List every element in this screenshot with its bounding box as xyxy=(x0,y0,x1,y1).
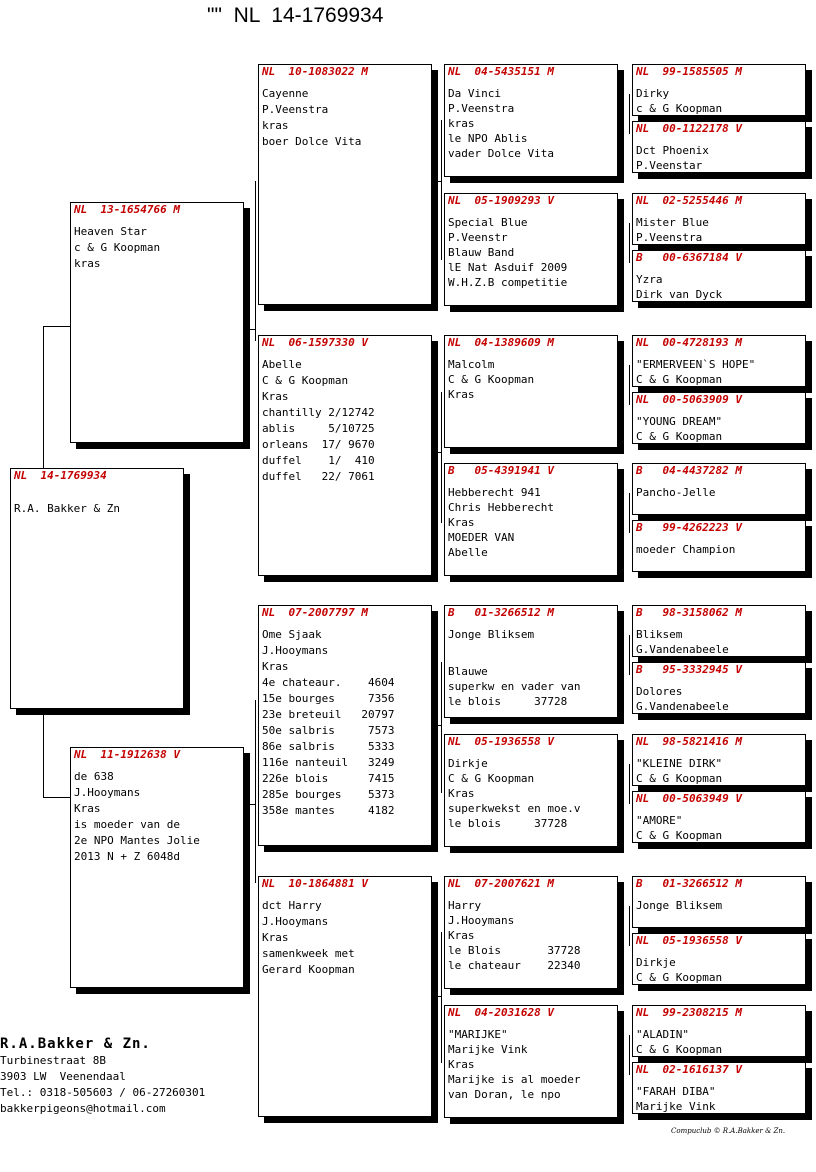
bird-details xyxy=(636,272,722,302)
connector-line xyxy=(43,326,44,468)
detail-line: 23e breteuil 20797 xyxy=(262,708,395,721)
detail-line: Blauw Band xyxy=(448,246,515,259)
great-great-grandparent-box xyxy=(632,193,806,245)
connector-line xyxy=(629,365,630,405)
great-great-grandparent-box xyxy=(632,520,806,572)
page-title: "" NL 14-1769934 xyxy=(207,4,384,27)
detail-line: "AMORE" xyxy=(636,814,683,827)
great-grandparent-box xyxy=(444,335,618,448)
bird-details xyxy=(636,756,722,786)
detail-line: duffel 1/ 410 xyxy=(262,454,375,467)
detail-line: Kras xyxy=(262,931,289,944)
bird-details xyxy=(448,215,567,290)
subject-box xyxy=(10,468,184,709)
bird-details xyxy=(636,86,722,116)
detail-line: W.H.Z.B competitie xyxy=(448,276,568,289)
detail-line: Dirk van Dyck xyxy=(636,288,723,301)
ring-number: NL 99-1585505 M xyxy=(636,65,742,78)
bird-details xyxy=(448,86,554,161)
ring-number: NL 07-2007621 M xyxy=(448,877,554,890)
connector-line xyxy=(629,1035,630,1075)
great-grandparent-box xyxy=(444,1005,618,1118)
ring-number: NL 05-1936558 V xyxy=(636,934,742,947)
owner-email: bakkerpigeons@hotmail.com xyxy=(0,1102,166,1115)
bird-details xyxy=(262,898,355,978)
ring-number: B 99-4262223 V xyxy=(636,521,742,534)
detail-line: Pancho-Jelle xyxy=(636,486,716,499)
great-grandparent-box xyxy=(444,734,618,847)
detail-line: "MARIJKE" xyxy=(448,1028,508,1041)
detail-line xyxy=(448,642,580,653)
detail-line: C & G Koopman xyxy=(636,373,723,386)
bird-details xyxy=(448,485,554,560)
detail-line: Abelle xyxy=(262,358,302,371)
detail-line: "YOUNG DREAM" xyxy=(636,415,723,428)
detail-line: C & G Koopman xyxy=(636,829,723,842)
bird-details xyxy=(636,485,715,511)
connector-line xyxy=(629,223,630,263)
detail-line: Kras xyxy=(262,660,289,673)
detail-line: duffel 22/ 7061 xyxy=(262,470,375,483)
detail-line: 358e mantes 4182 xyxy=(262,804,395,817)
bird-details xyxy=(636,414,722,444)
detail-line: P.Veenstra xyxy=(636,231,703,244)
detail-line: chantilly 2/12742 xyxy=(262,406,375,419)
ring-number: NL 98-5821416 M xyxy=(636,735,742,748)
great-great-grandparent-box xyxy=(632,933,806,985)
ring-number: NL 06-1597330 V xyxy=(262,336,368,349)
detail-line: Cayenne xyxy=(262,87,309,100)
grandparent-box xyxy=(258,876,432,1117)
detail-line: Dct Phoenix xyxy=(636,144,709,157)
detail-line: is moeder van de xyxy=(74,818,180,831)
great-great-grandparent-box xyxy=(632,335,806,387)
detail-line: Dirky xyxy=(636,87,670,100)
ring-number: NL 14-1769934 xyxy=(14,469,107,482)
ring-number: NL 00-5063909 V xyxy=(636,393,742,406)
great-grandparent-box xyxy=(444,64,618,177)
great-great-grandparent-box xyxy=(632,463,806,515)
great-great-grandparent-box xyxy=(632,734,806,786)
bird-details xyxy=(262,627,394,819)
ring-number: NL 00-5063949 V xyxy=(636,792,742,805)
detail-line: orleans 17/ 9670 xyxy=(262,438,375,451)
great-great-grandparent-box xyxy=(632,121,806,173)
detail-line: de 638 xyxy=(74,770,114,783)
connector-line xyxy=(43,712,44,798)
ring-number: NL 04-1389609 M xyxy=(448,336,554,349)
detail-line: Ome Sjaak xyxy=(262,628,322,641)
bird-details xyxy=(636,627,729,657)
ring-number: NL 99-2308215 M xyxy=(636,1006,742,1019)
detail-line: 116e nanteuil 3249 xyxy=(262,756,395,769)
detail-line: Kras xyxy=(448,516,475,529)
grandparent-box xyxy=(258,335,432,576)
detail-line: J.Hooymans xyxy=(262,644,329,657)
detail-line: 285e bourges 5373 xyxy=(262,788,395,801)
great-great-grandparent-box xyxy=(632,392,806,444)
connector-line xyxy=(432,181,442,182)
bird-details xyxy=(636,143,709,173)
great-great-grandparent-box xyxy=(632,662,806,714)
detail-line: Special Blue xyxy=(448,216,528,229)
detail-line: MOEDER VAN xyxy=(448,531,515,544)
ring-number: NL 02-5255446 M xyxy=(636,194,742,207)
detail-line: superkw en vader van xyxy=(448,680,581,693)
detail-line: le blois 37728 xyxy=(448,695,568,708)
bird-details xyxy=(448,627,580,709)
bird-details xyxy=(636,357,755,387)
detail-line: Kras xyxy=(74,802,101,815)
detail-line: Harry xyxy=(448,899,482,912)
detail-line: J.Hooymans xyxy=(448,914,515,927)
bird-details xyxy=(636,215,709,245)
ring-number: NL 10-1864881 V xyxy=(262,877,368,890)
detail-line: van Doran, le npo xyxy=(448,1088,561,1101)
ring-number: NL 02-1616137 V xyxy=(636,1063,742,1076)
detail-line: "FARAH DIBA" xyxy=(636,1085,716,1098)
detail-line: J.Hooymans xyxy=(74,786,141,799)
bird-details xyxy=(636,813,722,843)
detail-line: Bliksem xyxy=(636,628,683,641)
great-great-grandparent-box xyxy=(632,605,806,657)
great-great-grandparent-box xyxy=(632,250,806,302)
detail-line: Marijke is al moeder xyxy=(448,1073,581,1086)
detail-line: P.Veenstr xyxy=(448,231,508,244)
owner-name: R.A.Bakker & Zn. xyxy=(0,1036,151,1052)
detail-line: "KLEINE DIRK" xyxy=(636,757,723,770)
detail-line: G.Vandenabeele xyxy=(636,643,729,656)
detail-line: Da Vinci xyxy=(448,87,501,100)
connector-line xyxy=(629,493,630,533)
detail-line xyxy=(636,500,715,511)
detail-line: Blauwe xyxy=(448,665,488,678)
detail-line: kras xyxy=(74,257,101,270)
detail-line: le chateaur 22340 xyxy=(448,959,581,972)
ring-number: NL 05-1909293 V xyxy=(448,194,554,207)
detail-line: Abelle xyxy=(448,546,488,559)
ring-number: NL 07-2007797 M xyxy=(262,606,368,619)
bird-details xyxy=(74,224,160,272)
grandparent-box xyxy=(258,605,432,846)
detail-line: le Blois 37728 xyxy=(448,944,581,957)
ring-number: B 04-4437282 M xyxy=(636,464,742,477)
detail-line: J.Hooymans xyxy=(262,915,329,928)
bird-details xyxy=(448,898,580,973)
bird-details xyxy=(14,490,120,517)
connector-line xyxy=(255,700,256,883)
detail-line: "ERMERVEEN`S HOPE" xyxy=(636,358,756,371)
detail-line: Yzra xyxy=(636,273,663,286)
great-grandparent-box xyxy=(444,193,618,306)
connector-line xyxy=(43,326,70,327)
detail-line: C & G Koopman xyxy=(448,772,535,785)
detail-line: vader Dolce Vita xyxy=(448,147,554,160)
detail-line: Kras xyxy=(448,787,475,800)
detail-line: P.Veenstar xyxy=(636,159,703,172)
connector-line xyxy=(441,120,442,260)
connector-line xyxy=(432,996,442,997)
ring-number: NL 10-1083022 M xyxy=(262,65,368,78)
detail-line: 15e bourges 7356 xyxy=(262,692,395,705)
ring-number: B 95-3332945 V xyxy=(636,663,742,676)
connector-line xyxy=(629,635,630,675)
owner-postcode-city: 3903 LW Veenendaal xyxy=(0,1070,126,1083)
detail-line: Gerard Koopman xyxy=(262,963,355,976)
connector-line xyxy=(432,452,442,453)
detail-line: c & G Koopman xyxy=(636,102,723,115)
ring-number: B 01-3266512 M xyxy=(448,606,554,619)
detail-line: Jonge Bliksem xyxy=(636,899,723,912)
detail-line: le blois 37728 xyxy=(448,817,568,830)
detail-line: dct Harry xyxy=(262,899,322,912)
detail-line: R.A. Bakker & Zn xyxy=(14,502,120,515)
detail-line: 50e salbris 7573 xyxy=(262,724,395,737)
owner-address: Turbinestraat 8B xyxy=(0,1054,106,1067)
detail-line xyxy=(636,557,735,568)
detail-line: Dolores xyxy=(636,685,683,698)
bird-details xyxy=(262,86,361,150)
sire-box xyxy=(70,202,244,443)
bird-details xyxy=(636,1027,722,1057)
great-great-grandparent-box xyxy=(632,876,806,928)
connector-line xyxy=(441,392,442,523)
dam-box xyxy=(70,747,244,988)
detail-line xyxy=(636,913,722,924)
detail-line: Hebberecht 941 xyxy=(448,486,541,499)
owner-phone: Tel.: 0318-505603 / 06-27260301 xyxy=(0,1086,206,1099)
detail-line: boer Dolce Vita xyxy=(262,135,362,148)
connector-line xyxy=(43,797,70,798)
detail-line: moeder Champion xyxy=(636,543,736,556)
grandparent-box xyxy=(258,64,432,305)
detail-line xyxy=(448,653,580,664)
ring-number: NL 04-5435151 M xyxy=(448,65,554,78)
great-grandparent-box xyxy=(444,463,618,576)
bird-details xyxy=(636,542,735,568)
great-grandparent-box xyxy=(444,876,618,989)
ring-number: NL 13-1654766 M xyxy=(74,203,180,216)
great-great-grandparent-box xyxy=(632,1062,806,1114)
connector-line xyxy=(441,662,442,793)
detail-line: ablis 5/10725 xyxy=(262,422,375,435)
detail-line: superkwekst en moe.v xyxy=(448,802,581,815)
ring-number: B 05-4391941 V xyxy=(448,464,554,477)
great-great-grandparent-box xyxy=(632,791,806,843)
detail-line: C & G Koopman xyxy=(448,373,535,386)
detail-line: Kras xyxy=(448,1058,475,1071)
connector-line xyxy=(246,804,256,805)
detail-line: kras xyxy=(262,119,289,132)
detail-line: C & G Koopman xyxy=(636,430,723,443)
detail-line: 4e chateaur. 4604 xyxy=(262,676,395,689)
detail-line: Kras xyxy=(448,929,475,942)
detail-line: Marijke Vink xyxy=(636,1100,716,1113)
bird-details xyxy=(636,1084,715,1114)
footer-credit: Compuclub © R.A.Bakker & Zn. xyxy=(671,1127,786,1135)
bird-details xyxy=(636,955,722,985)
detail-line: 2013 N + Z 6048d xyxy=(74,850,180,863)
detail-line: 226e blois 7415 xyxy=(262,772,395,785)
owner-block xyxy=(0,1035,205,1117)
detail-line: Kras xyxy=(262,390,289,403)
detail-line: 2e NPO Mantes Jolie xyxy=(74,834,200,847)
bird-details xyxy=(636,898,722,924)
connector-line xyxy=(441,932,442,1063)
ring-number: B 01-3266512 M xyxy=(636,877,742,890)
detail-line: Jonge Bliksem xyxy=(448,628,535,641)
ring-number: NL 05-1936558 V xyxy=(448,735,554,748)
ring-number: B 00-6367184 V xyxy=(636,251,742,264)
detail-line: C & G Koopman xyxy=(262,374,349,387)
ring-number: B 98-3158062 M xyxy=(636,606,742,619)
ring-number: NL 04-2031628 V xyxy=(448,1006,554,1019)
bird-details xyxy=(74,769,200,865)
detail-line: P.Veenstra xyxy=(448,102,515,115)
detail-line: C & G Koopman xyxy=(636,1043,723,1056)
detail-line: le NPO Ablis xyxy=(448,132,528,145)
great-great-grandparent-box xyxy=(632,1005,806,1057)
bird-details xyxy=(262,357,375,485)
ring-number: NL 00-1122178 V xyxy=(636,122,742,135)
detail-line: C & G Koopman xyxy=(636,971,723,984)
detail-line: G.Vandenabeele xyxy=(636,700,729,713)
ring-number: NL 11-1912638 V xyxy=(74,748,180,761)
bird-details xyxy=(448,1027,580,1102)
connector-line xyxy=(432,725,442,726)
ring-number: NL 00-4728193 M xyxy=(636,336,742,349)
detail-line: kras xyxy=(448,117,475,130)
detail-line xyxy=(14,490,120,501)
connector-line xyxy=(255,181,256,341)
detail-line: Marijke Vink xyxy=(448,1043,528,1056)
detail-line: Kras xyxy=(448,388,475,401)
detail-line: lE Nat Asduif 2009 xyxy=(448,261,568,274)
detail-line: Heaven Star xyxy=(74,225,147,238)
connector-line xyxy=(629,906,630,946)
detail-line: "ALADIN" xyxy=(636,1028,689,1041)
great-great-grandparent-box xyxy=(632,64,806,116)
detail-line: P.Veenstra xyxy=(262,103,329,116)
detail-line: samenkweek met xyxy=(262,947,355,960)
connector-line xyxy=(629,94,630,134)
detail-line: Dirkje xyxy=(448,757,488,770)
great-grandparent-box xyxy=(444,605,618,718)
detail-line: Mister Blue xyxy=(636,216,709,229)
connector-line xyxy=(246,329,256,330)
detail-line: Malcolm xyxy=(448,358,495,371)
bird-details xyxy=(448,357,534,402)
detail-line: C & G Koopman xyxy=(636,772,723,785)
bird-details xyxy=(636,684,729,714)
detail-line: Dirkje xyxy=(636,956,676,969)
detail-line: 86e salbris 5333 xyxy=(262,740,395,753)
bird-details xyxy=(448,756,580,831)
detail-line: Chris Hebberecht xyxy=(448,501,554,514)
detail-line: c & G Koopman xyxy=(74,241,161,254)
connector-line xyxy=(629,764,630,804)
